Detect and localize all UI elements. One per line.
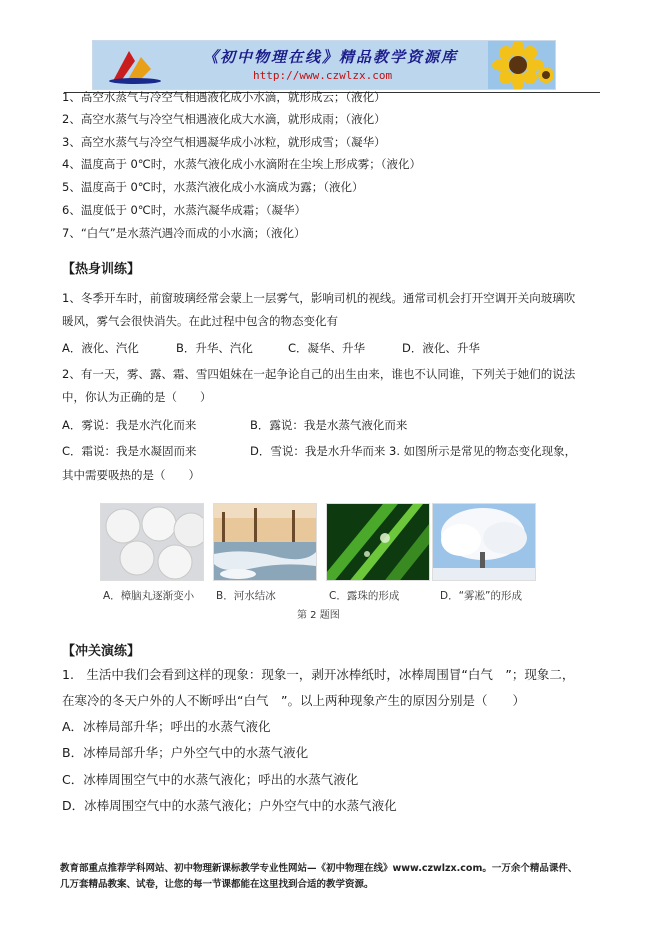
photo-caption-c: C．露珠的形成 bbox=[329, 590, 400, 602]
practice-q1-line2: 在寒冷的冬天户外的人不断呼出“白气 ”。以上两种现象产生的原因分别是（ ） bbox=[62, 693, 525, 708]
sunflower-image bbox=[488, 41, 555, 89]
figure-label: 第 2 题图 bbox=[297, 610, 340, 621]
footer-line-2: 几万套精品教案、试卷，让您的每一节课都能在这里找到合适的教学资源。 bbox=[60, 879, 374, 890]
rime-photo bbox=[432, 503, 536, 581]
mothballs-photo bbox=[100, 503, 204, 581]
fact-3: 3、高空水蒸气与冷空气相遇凝华成小冰粒，就形成雪；（凝华） bbox=[62, 135, 386, 149]
warmup-q3-line: 其中需要吸热的是（ ） bbox=[62, 468, 200, 482]
warmup-q2-option-b: B．露说：我是水蒸气液化而来 bbox=[250, 418, 408, 432]
warmup-q2-option-c: C．霜说：我是水凝固而来 bbox=[62, 444, 197, 458]
fact-4: 4、温度高于 0℃时，水蒸气液化成小水滴附在尘埃上形成雾；（液化） bbox=[62, 157, 421, 171]
site-url[interactable]: http://www.czwlzx.com bbox=[253, 69, 393, 82]
warmup-q2-line1: 2、有一天，雾、露、霜、雪四姐妹在一起争论自己的出生由来，谁也不认同谁，下列关于她们的说法 bbox=[62, 367, 576, 381]
fact-5: 5、温度高于 0℃时，水蒸汽液化成小水滴成为露；（液化） bbox=[62, 180, 364, 194]
warmup-q2-option-a: A．雾说：我是水汽化而来 bbox=[62, 418, 197, 432]
footer-line-1: 教育部重点推荐学科网站、初中物理新课标教学专业性网站—《初中物理在线》www.czwlzx.com。一万余个精品课件、 bbox=[60, 863, 578, 874]
header-banner bbox=[92, 40, 556, 90]
site-title: 《初中物理在线》精品教学资源库 bbox=[203, 48, 459, 66]
photo-caption-a: A．樟脑丸逐渐变小 bbox=[103, 590, 195, 602]
dewdrop-photo bbox=[326, 503, 430, 581]
fact-1: 1、高空水蒸气与冷空气相遇液化成小水滴，就形成云；（液化） bbox=[62, 90, 386, 104]
frozen-river-photo bbox=[213, 503, 317, 581]
warmup-q1-option-c: C．凝华、升华 bbox=[288, 341, 366, 355]
practice-q1-option-b: B．冰棒局部升华；户外空气中的水蒸气液化 bbox=[62, 745, 309, 760]
page-footer bbox=[60, 861, 605, 893]
practice-q1-line1: 1. 生活中我们会看到这样的现象：现象一，剥开冰棒纸时，冰棒周围冒“白气 ”；现象二， bbox=[62, 667, 575, 682]
practice-heading: 【冲关演练】 bbox=[62, 644, 141, 659]
photo-caption-b: B．河水结冰 bbox=[216, 590, 276, 602]
practice-q1-option-d: D．冰棒周围空气中的水蒸气液化；户外空气中的水蒸气液化 bbox=[62, 798, 397, 813]
warmup-q1-line2: 暖风，雾气会很快消失。在此过程中包含的物态变化有 bbox=[62, 314, 338, 328]
warmup-q1-option-b: B．升华、汽化 bbox=[176, 341, 253, 355]
warmup-heading: 【热身训练】 bbox=[62, 262, 141, 277]
practice-q1-option-c: C．冰棒周围空气中的水蒸气液化；呼出的水蒸气液化 bbox=[62, 772, 359, 787]
warmup-q1-option-a: A．液化、汽化 bbox=[62, 341, 139, 355]
site-logo bbox=[107, 47, 163, 85]
warmup-q1-line1: 1、冬季开车时，前窗玻璃经常会蒙上一层雾气，影响司机的视线。通常司机会打开空调开关向玻璃吹 bbox=[62, 291, 576, 305]
fact-2: 2、高空水蒸气与冷空气相遇液化成大水滴，就形成雨；（液化） bbox=[62, 112, 386, 126]
photo-caption-d: D．“雾凇”的形成 bbox=[440, 590, 522, 602]
warmup-q1-option-d: D．液化、升华 bbox=[402, 341, 480, 355]
fact-7: 7、“白气”是水蒸汽遇冷而成的小水滴；（液化） bbox=[62, 226, 306, 240]
practice-q1-option-a: A．冰棒局部升华；呼出的水蒸气液化 bbox=[62, 719, 271, 734]
warmup-q2-line2: 中，你认为正确的是（ ） bbox=[62, 390, 212, 404]
fact-6: 6、温度低于 0℃时，水蒸汽凝华成霜；（凝华） bbox=[62, 203, 306, 217]
warmup-q2-option-d: D．雪说：我是水升华而来 3. 如图所示是常见的物态变化现象， bbox=[250, 444, 577, 458]
